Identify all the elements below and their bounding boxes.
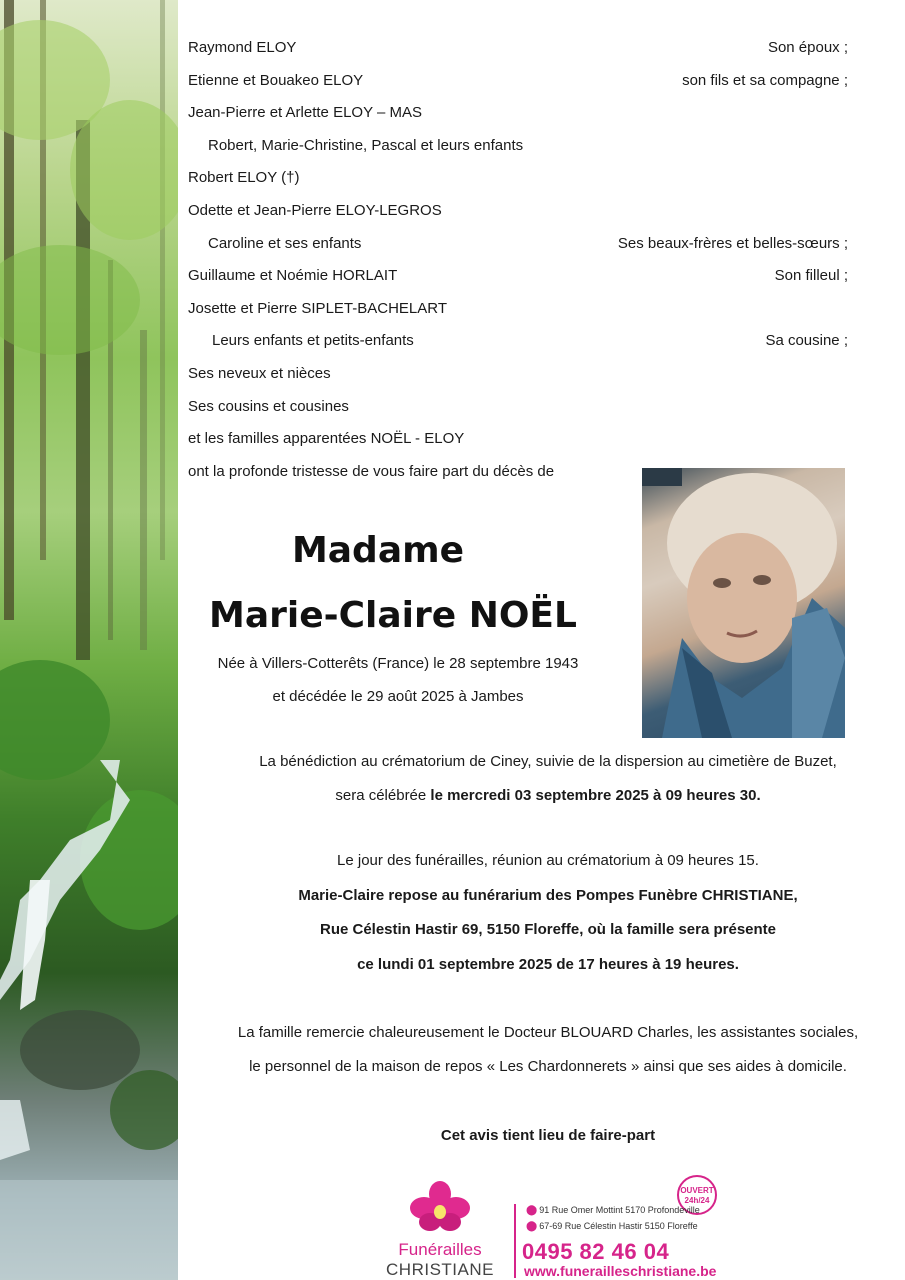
- address-2: [526, 1221, 698, 1232]
- family-member: Odette et Jean-Pierre ELOY-LEGROS: [188, 202, 442, 219]
- website-link[interactable]: www.funerailleschristiane.be: [524, 1263, 717, 1279]
- family-member: Guillaume et Noémie HORLAIT: [188, 267, 398, 285]
- death-info: et décédée le 29 août 2025 à Jambes: [272, 688, 524, 705]
- ceremony-date: le mercredi 03 septembre 2025 à 09 heures 30.: [430, 787, 761, 804]
- deceased-name: Marie-Claire NOËL: [209, 595, 577, 636]
- thanks-line-2: le personnel de la maison de repos « Les Chardonnerets » ainsi que ses aides à domicile.: [249, 1058, 847, 1075]
- visitation-line-2: Marie-Claire repose au funérarium des Pompes Funèbre CHRISTIANE,: [298, 887, 798, 904]
- family-member: Josette et Pierre SIPLET-BACHELART: [188, 299, 447, 317]
- visitation-line-4: ce lundi 01 septembre 2025 de 17 heures à 19 heures.: [357, 956, 739, 973]
- notice-text: Cet avis tient lieu de faire-part: [440, 1127, 656, 1144]
- footer-divider: [514, 1204, 516, 1278]
- family-member: Jean-Pierre et Arlette ELOY – MAS: [188, 104, 423, 122]
- badge-text-2: 24h/24: [684, 1196, 710, 1205]
- phone-number: 0495 82 46 04: [522, 1239, 670, 1264]
- address-1: [526, 1205, 700, 1216]
- family-relation: Son époux ;: [767, 39, 848, 56]
- badge-text-1: OUVERT: [680, 1186, 714, 1195]
- family-member: Ses cousins et cousines: [188, 397, 349, 415]
- ceremony-prefix: sera célébrée: [335, 787, 431, 804]
- address-2-text: 67-69 Rue Célestin Hastir 5150 Floreffe: [539, 1221, 698, 1231]
- location-pin-icon: ⬤: [526, 1205, 538, 1216]
- family-member: et les familles apparentées NOËL - ELOY: [188, 430, 465, 448]
- family-member: Raymond ELOY: [188, 39, 297, 56]
- ceremony-line-2: [188, 787, 905, 804]
- brand-name-line-1: Funérailles: [398, 1240, 482, 1259]
- family-relation: Son filleul ;: [774, 267, 848, 285]
- family-member: Robert, Marie-Christine, Pascal et leurs enfants: [208, 136, 524, 154]
- visitation-line-1: Le jour des funérailles, réunion au crématorium à 09 heures 15.: [337, 852, 759, 869]
- family-member: Caroline et ses enfants: [208, 234, 362, 252]
- family-member: Leurs enfants et petits-enfants: [212, 332, 414, 350]
- family-member: ont la profonde tristesse de vous faire part du décès de: [188, 462, 555, 480]
- family-member: Etienne et Bouakeo ELOY: [188, 71, 364, 89]
- forest-waterfall-image: [0, 0, 178, 1280]
- funeral-home-logo: [380, 1180, 500, 1279]
- thanks-line-1: La famille remercie chaleureusement le Docteur BLOUARD Charles, les assistantes sociales,: [237, 1024, 859, 1041]
- family-member: Robert ELOY (†): [188, 169, 300, 187]
- family-relation: Ses beaux-frères et belles-sœurs ;: [617, 234, 848, 252]
- ceremony-line-1: La bénédiction au crématorium de Ciney, suivie de la dispersion au cimetière de Buzet,: [259, 753, 837, 770]
- family-relation: son fils et sa compagne ;: [682, 71, 848, 89]
- address-1-text: 91 Rue Omer Mottint 5170 Profondeville: [539, 1205, 700, 1215]
- birth-info: Née à Villers-Cotterêts (France) le 28 septembre 1943: [217, 655, 579, 672]
- visitation-line-3: Rue Célestin Hastir 69, 5150 Floreffe, où la famille sera présente: [319, 921, 777, 938]
- family-member: Ses neveux et nièces: [188, 365, 331, 382]
- brand-name-line-2: CHRISTIANE: [386, 1260, 494, 1279]
- honorific-title: Madame: [291, 530, 465, 571]
- portrait-photo: [642, 468, 845, 738]
- orchid-icon: [380, 1180, 500, 1240]
- family-relation: Sa cousine ;: [765, 332, 848, 350]
- location-pin-icon: ⬤: [526, 1221, 538, 1232]
